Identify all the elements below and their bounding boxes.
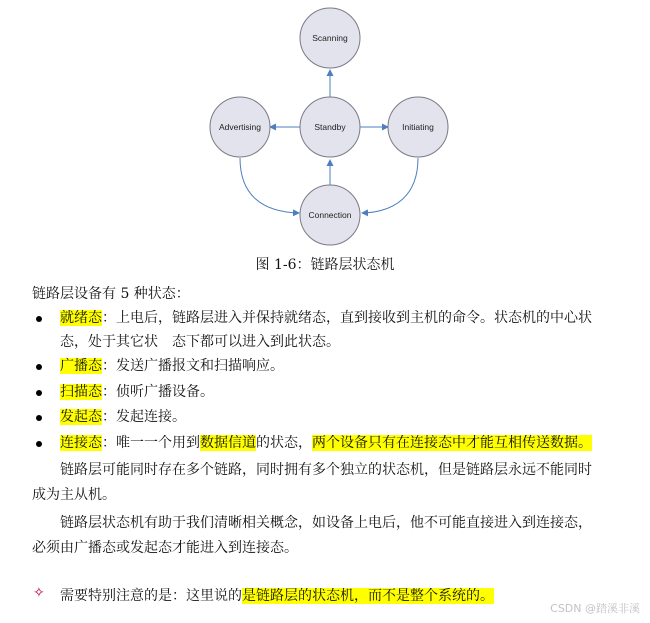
state-description: 唯一一个用到 (116, 435, 200, 451)
state-separator: ： (102, 358, 116, 374)
state-description: 上电后，链路层进入并保持就绪态，直到接收到主机的命令。状态机的中心状 (116, 310, 592, 326)
sparkle-icon: ✧ (33, 585, 45, 601)
state-term: 扫描态 (60, 384, 102, 400)
node-initiating-label: Initiating (402, 122, 434, 132)
important-note (60, 585, 494, 605)
node-advertising-label: Advertising (218, 122, 262, 132)
node-advertising (210, 97, 270, 157)
node-scanning (300, 8, 360, 68)
note-text: 需要特别注意的是：这里说的 (60, 588, 242, 604)
state-item-advertising (60, 355, 284, 375)
state-description: 侦听广播设备。 (116, 384, 214, 400)
state-description: 发起连接。 (116, 409, 186, 425)
paragraph-1-line-1: 链路层可能同时存在多个链路，同时拥有多个独立的状态机，但是链路层永远不能同时 (60, 462, 592, 478)
bullet-dot (36, 316, 42, 322)
state-description: 发送广播报文和扫描响应。 (116, 358, 284, 374)
csdn-watermark: CSDN @踏溪非溪 (550, 602, 640, 615)
node-standby (300, 97, 360, 157)
state-description: 的状态， (256, 435, 312, 451)
node-scanning-label: Scanning (312, 33, 348, 43)
node-connection (300, 185, 360, 245)
state-term: 连接态 (60, 435, 102, 451)
bullet-dot (36, 415, 42, 421)
state-term: 广播态 (60, 358, 102, 374)
figure-caption: 图 1-6：链路层状态机 (255, 257, 395, 273)
edge-initiating-connection (362, 158, 418, 213)
paragraph-2-line-1: 链路层状态机有助于我们清晰相关概念，如设备上电后，他不可能直接进入到连接态， (60, 515, 592, 531)
state-separator: ： (102, 384, 116, 400)
paragraph-1-line-2: 成为主从机。 (32, 487, 116, 503)
bullet-dot (36, 364, 42, 370)
edge-advertising-connection (240, 158, 299, 213)
bullet-dot (36, 441, 42, 447)
state-term: 发起态 (60, 409, 102, 425)
state-item-scanning (60, 381, 214, 401)
node-connection-label: Connection (308, 210, 352, 220)
state-separator: ： (102, 310, 116, 326)
state-item-ready (60, 307, 592, 327)
state-item-ready-continued: 态，处于其它状 态下都可以进入到此状态。 (60, 334, 340, 350)
paragraph-2-line-2: 必须由广播态或发起态才能进入到连接态。 (32, 540, 298, 556)
state-separator: ： (102, 435, 116, 451)
highlight-data-channel: 数据信道 (200, 435, 256, 451)
state-item-initiating (60, 406, 186, 426)
note-highlight: 是链路层的状态机，而不是整个系统的。 (242, 588, 494, 604)
bullet-dot (36, 390, 42, 396)
intro-text: 链路层设备有 5 种状态： (32, 286, 190, 302)
highlight-connection-note: 两个设备只有在连接态中才能互相传送数据。 (312, 435, 592, 451)
node-initiating (388, 97, 448, 157)
state-separator: ： (102, 409, 116, 425)
node-standby-label: Standby (314, 122, 346, 132)
state-term: 就绪态 (60, 310, 102, 326)
state-item-connection (60, 432, 592, 452)
state-machine-diagram (0, 0, 650, 250)
